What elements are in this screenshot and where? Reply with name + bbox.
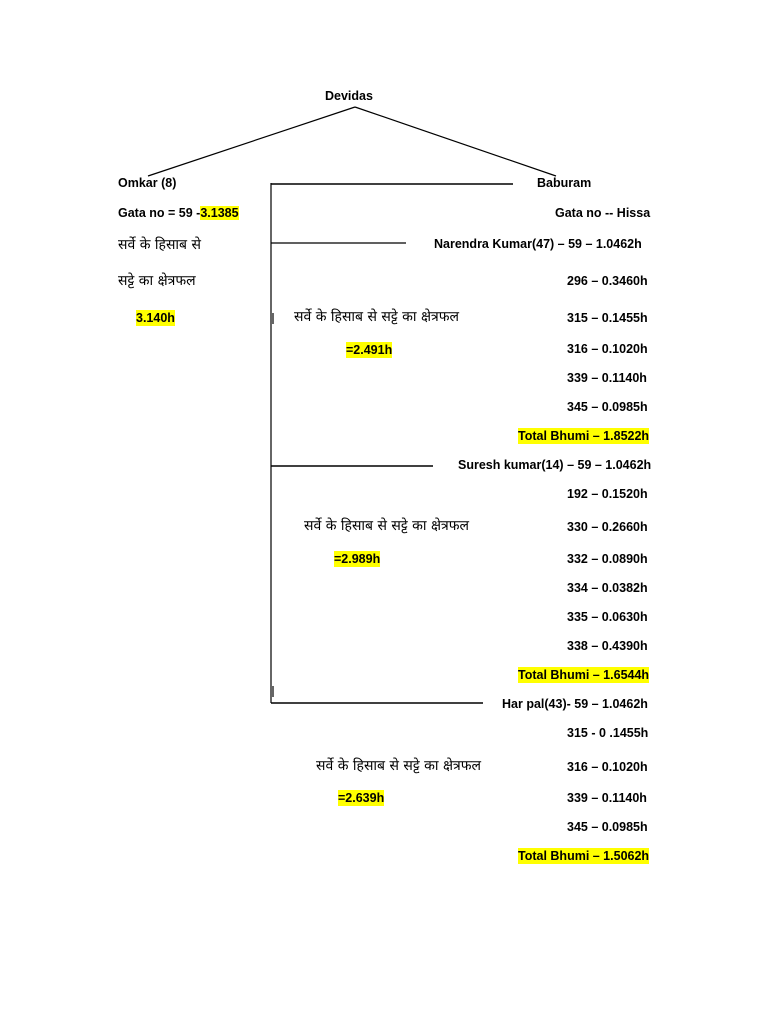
omkar-gata-prefix: Gata no = 59 - xyxy=(118,206,201,220)
harpal-item-3: 339 – 0.1140h xyxy=(567,791,647,805)
suresh-name: Suresh kumar(14) – 59 – 1.0462h xyxy=(458,458,652,472)
suresh-item-1: 192 – 0.1520h xyxy=(567,487,648,501)
suresh-item-5: 335 – 0.0630h xyxy=(567,610,648,624)
narendra-item-5: 345 – 0.0985h xyxy=(567,400,648,414)
suresh-survey-label: सर्वे के हिसाब से सट्टे का क्षेत्रफल xyxy=(304,518,470,534)
suresh-survey-area: =2.989h xyxy=(334,552,381,566)
suresh-item-2: 330 – 0.2660h xyxy=(567,520,648,534)
harpal-item-1: 315 - 0 .1455h xyxy=(567,726,649,740)
root-to-omkar-line xyxy=(148,107,355,176)
gata-hissa-header: Gata no -- Hissa xyxy=(555,206,651,220)
narendra-total: Total Bhumi – 1.8522h xyxy=(518,429,650,443)
suresh-item-6: 338 – 0.4390h xyxy=(567,639,648,653)
suresh-item-3: 332 – 0.0890h xyxy=(567,552,648,566)
narendra-name: Narendra Kumar(47) – 59 – 1.0462h xyxy=(434,237,642,251)
harpal-total: Total Bhumi – 1.5062h xyxy=(518,849,650,863)
omkar-gata xyxy=(118,205,239,221)
harpal-item-2: 316 – 0.1020h xyxy=(567,760,648,774)
narendra-item-4: 339 – 0.1140h xyxy=(567,371,647,385)
omkar-survey-line2: सट्टे का क्षेत्रफल xyxy=(118,273,196,289)
suresh-item-4: 334 – 0.0382h xyxy=(567,581,648,595)
omkar-survey-area: 3.140h xyxy=(136,311,175,325)
narendra-item-3: 316 – 0.1020h xyxy=(567,342,648,356)
suresh-total: Total Bhumi – 1.6544h xyxy=(518,668,650,682)
harpal-item-4: 345 – 0.0985h xyxy=(567,820,648,834)
root-name: Devidas xyxy=(325,89,373,103)
root-to-baburam-line xyxy=(355,107,556,176)
narendra-survey-label: सर्वे के हिसाब से सट्टे का क्षेत्रफल xyxy=(294,309,460,325)
omkar-gata-area: 3.1385 xyxy=(200,206,239,220)
harpal-survey-area: =2.639h xyxy=(338,791,385,805)
narendra-item-1: 296 – 0.3460h xyxy=(567,274,648,288)
omkar-name: Omkar (8) xyxy=(118,176,177,190)
harpal-survey-label: सर्वे के हिसाब से सट्टे का क्षेत्रफल xyxy=(316,758,482,774)
narendra-item-2: 315 – 0.1455h xyxy=(567,311,648,325)
harpal-name: Har pal(43)- 59 – 1.0462h xyxy=(502,697,648,711)
omkar-survey-line1: सर्वे के हिसाब से xyxy=(118,237,201,253)
narendra-survey-area: =2.491h xyxy=(346,343,393,357)
baburam-name: Baburam xyxy=(537,176,592,190)
